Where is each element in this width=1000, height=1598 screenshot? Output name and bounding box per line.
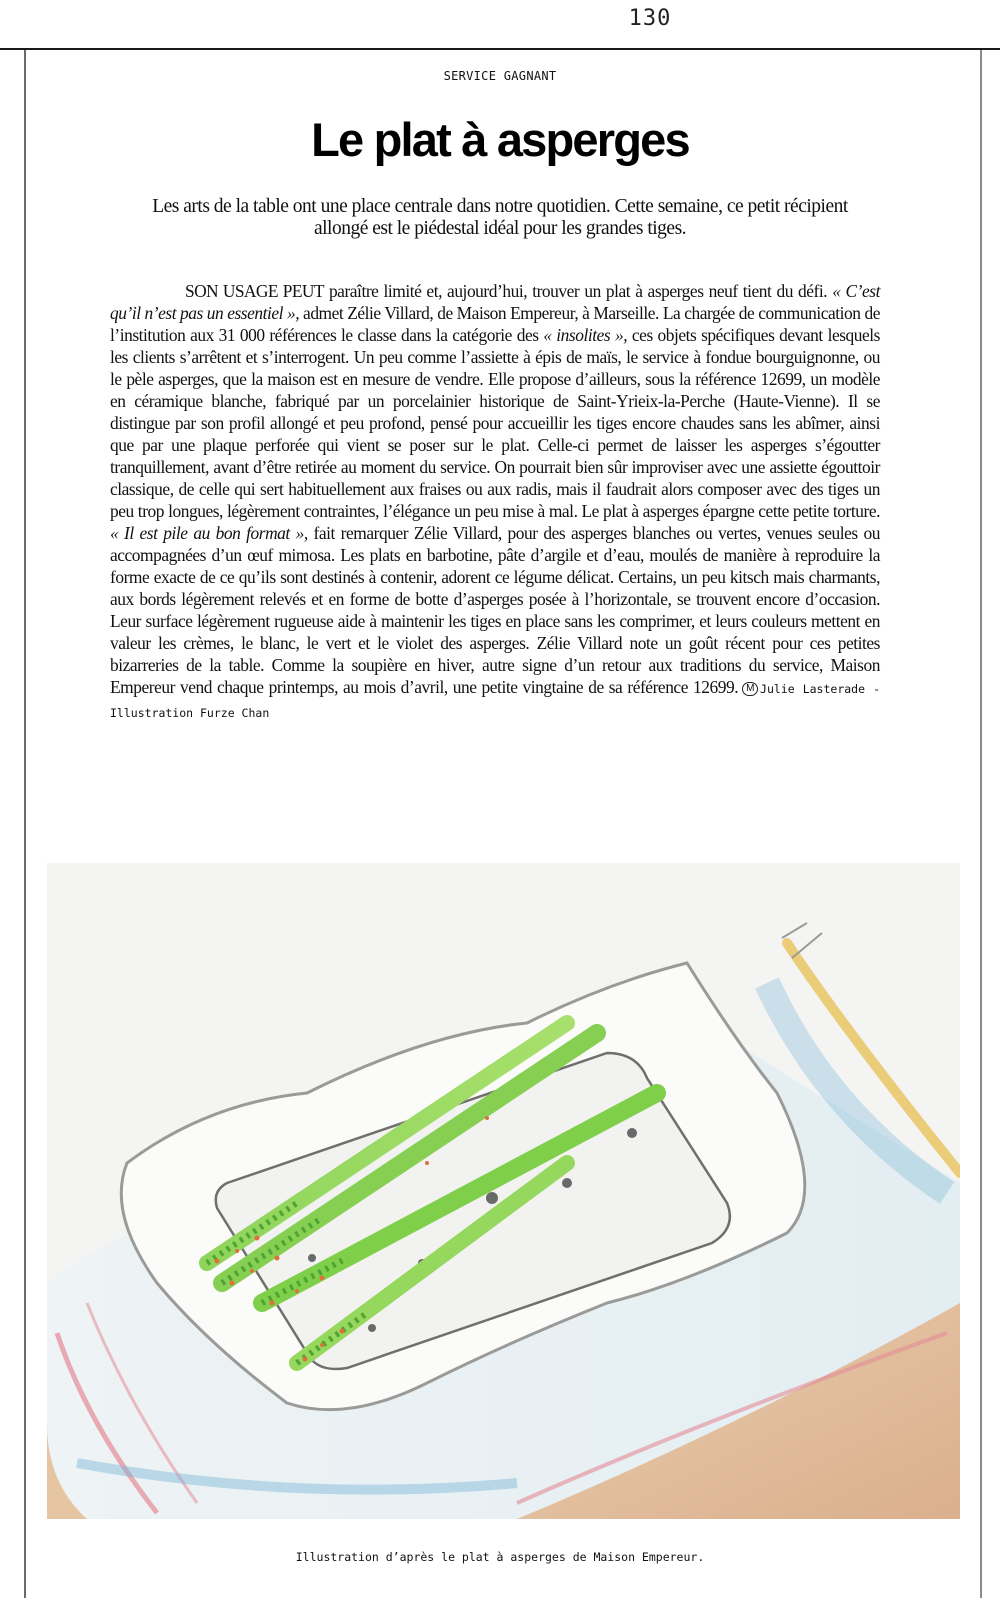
page-frame-left [24,50,26,1598]
asparagus-plate-drawing [47,863,960,1519]
end-mark-icon: M [742,682,758,696]
body-segment: ces objets spécifiques devant lesquels les clients s’arrêtent et s’interrogent. Un peu comme l’assiette à épis de maïs, le service à fondue bourguignonne, ou le pèle asperges, que la maison est en mesure de vendre. Elle propose d’ailleurs, sous la référence 12699, un modèle en céramique blanche, fabriqué par un porcelainier historique de Saint-Yrieix-la-Perche (Haute-Vienne). Il se distingue par son profil allongé et peu profond, pensé pour accueillir les tiges encore chaudes sans les abîmer, ainsi que par une plaque perforée qui vient se poser sur le plat. Celle-ci permet de laisser les asperges s’égoutter tranquillement, avant d’être retirée au moment du service. On pourrait bien sûr improviser avec une assiette égouttoir classique, de celle qui sert habituellement aux fraises ou aux radis, mais il faudrait alors composer avec des tiges un peu trop longues, légèrement contraintes, l’élégance un peu mise à mal. Le plat à asperges épargne cette petite torture. [110,325,880,521]
header-rule [0,48,1000,50]
page-frame-right [980,50,982,1598]
article-title: Le plat à asperges [311,113,689,166]
body-segment: admet Zélie Villard, de Maison Empereur, à Marseille. La chargée de communication de l’institution aux 31 000 références le classe dans la catégorie des [110,303,880,345]
article-standfirst: Les arts de la table ont une place centrale dans notre quotidien. Cette semaine, ce petit récipient allongé est le piédestal idéal pour les grandes tiges. [152,196,848,239]
article-body [110,280,880,724]
article-paragraph [110,280,880,724]
lead-in: SON USAGE PEUT [185,281,324,301]
body-segment: fait remarquer Zélie Villard, pour des asperges blanches ou vertes, venues seules ou accompagnées d’un œuf mimosa. Les plats en barbotine, pâte d’argile et d’eau, moulés de manière à reproduire la forme exacte de ce qu’ils sont destinés à contenir, adorent ce légume délicat. Certains, un peu kitsch mais charmants, aux bords légèrement relevés et en forme de botte d’asperges posée à l’horizontale, se trouvent encore d’occasion. Leur surface légèrement rugueuse aide à maintenir les tiges en place sans les comprimer, et leurs couleurs mettent en valeur les crèmes, le blanc, le vert et le violet des asperges. Zélie Villard note un goût récent pour ces petites bizarreries de la table. Comme la soupière en hiver, autre signe d’un retour aux traditions du service, Maison Empereur vend chaque printemps, au mois d’avril, une petite vingtaine de sa référence 12699. [110,523,880,697]
quote: « Il est pile au bon format », [110,523,308,543]
byline: Julie Lasterade - Illustration Furze Chan [110,682,880,720]
section-rubric: SERVICE GAGNANT [443,69,557,83]
quote: « insolites », [543,325,628,345]
body-segment: paraître limité et, aujourd’hui, trouver un plat à asperges neuf tient du défi. [323,281,833,301]
article-illustration [47,863,960,1519]
page-number: 130 [628,6,672,31]
quote: « C’est qu’il n’est pas un essentiel », [110,281,880,323]
illustration-caption: Illustration d’après le plat à asperges de Maison Empereur. [295,1550,705,1564]
